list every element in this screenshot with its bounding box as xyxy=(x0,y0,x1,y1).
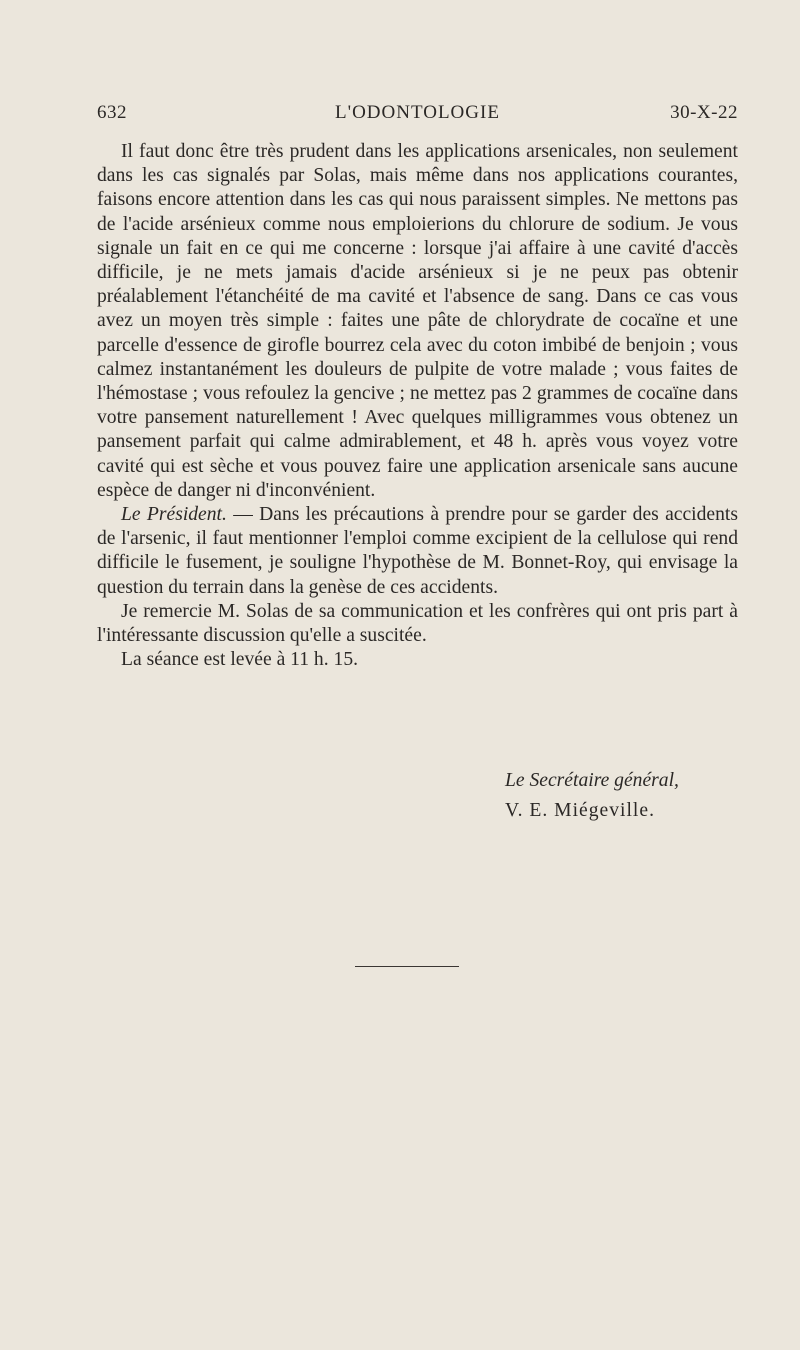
president-remarks-text: — Dans les précautions à prendre pour se garder des accidents de l'arsenic, il faut mentionner l'emploi comme excipient de la cellulose qui rend difficile le fusement, je souligne l'hypothèse de M. Bonnet-Roy, qui envisage la question du terrain dans la genèse de ces accidents. xyxy=(97,504,738,598)
signature-name: V. E. Miégeville. xyxy=(505,800,655,821)
signature-role: Le Secrétaire général, xyxy=(505,770,679,791)
paragraph-arsenic-precautions: Il faut donc être très prudent dans les applications arsenicales, non seulement dans les cas signalés par Solas, mais même dans nos applications courantes, faisons encore attention dans les cas qui nous paraissent simples. Ne mettons pas de l'acide arsénieux comme nous emploierions du chlorure de sodium. Je vous signale un fait en ce qui me concerne : lorsque j'ai affaire à une cavité d'accès difficile, je ne mets jamais d'acide arsénieux si je ne peux pas obtenir préalablement l'étanchéité de ma cavité et l'absence de sang. Dans ce cas vous avez un moyen très simple : faites une pâte de chlorydrate de cocaïne et une parcelle d'essence de girofle bourrez cela avec du coton imbibé de benjoin ; vous calmez instantanément les douleurs de pulpite de votre malade ; vous faites de l'hémostase ; vous refoulez la gencive ; ne mettez pas 2 grammes de cocaïne dans votre pansement naturellement ! Avec quelques milligrammes vous obtenez un pansement parfait qui calme admirablement, et 48 h. après vous voyez votre cavité qui est sèche et vous pouvez faire une application arsenicale sans aucune espèce de danger ni d'inconvénient. xyxy=(97,141,738,501)
journal-title: L'ODONTOLOGIE xyxy=(335,102,500,123)
issue-date: 30-X-22 xyxy=(670,102,738,123)
running-header xyxy=(97,100,738,130)
article-body xyxy=(97,140,738,672)
paragraph-thanks: Je remercie M. Solas de sa communication et les confrères qui ont pris part à l'intéressante discussion qu'elle a suscitée. xyxy=(97,600,738,647)
section-divider xyxy=(355,966,459,967)
paragraph-president-remarks xyxy=(97,503,738,600)
page-number: 632 xyxy=(97,102,127,123)
speaker-label: Le Président. xyxy=(121,504,227,526)
paragraph-session-closed: La séance est levée à 11 h. 15. xyxy=(121,649,359,671)
